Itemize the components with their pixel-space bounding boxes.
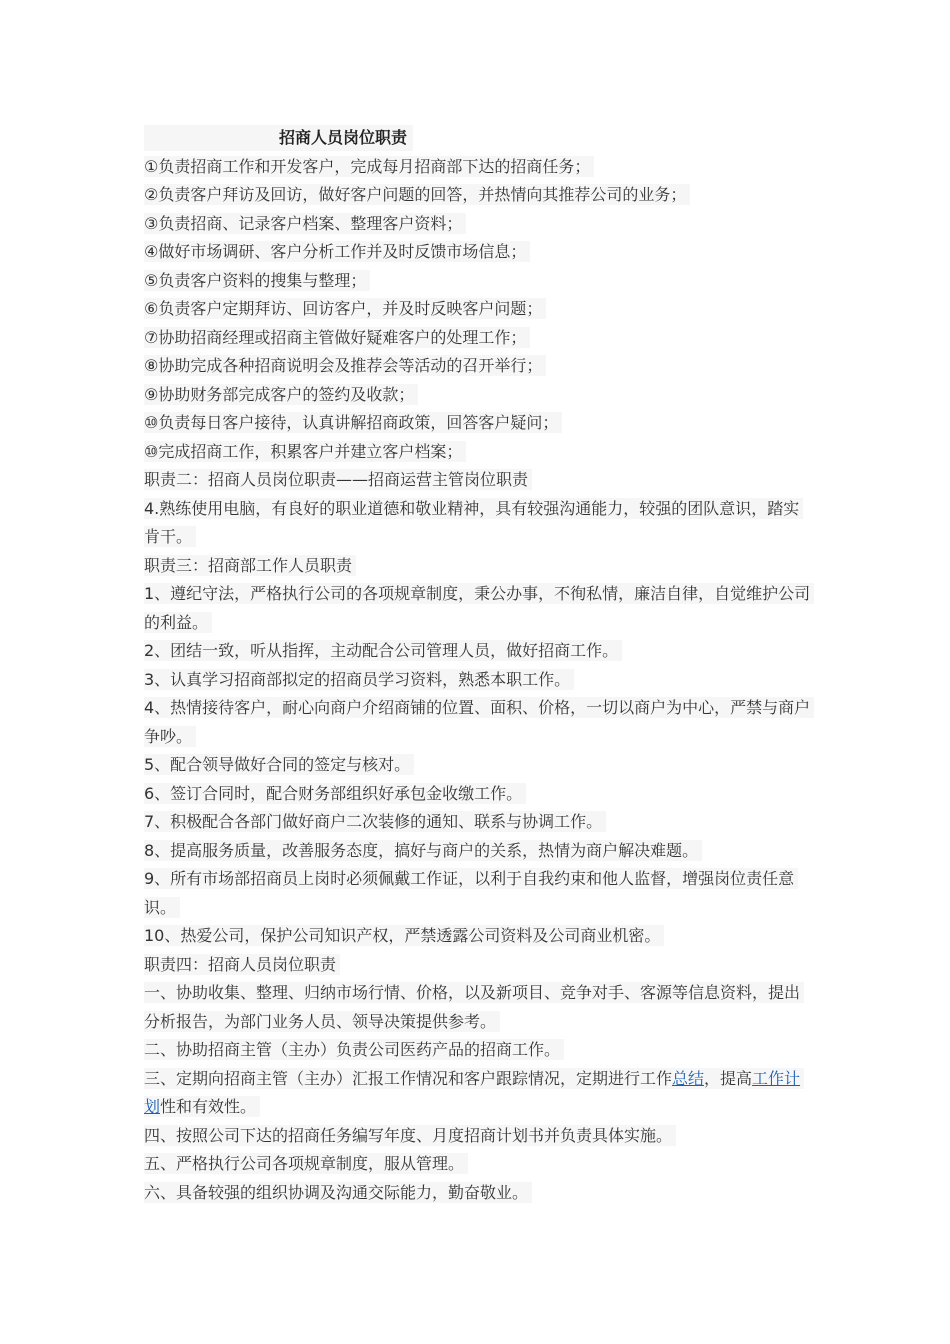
list-item [144,637,812,666]
item-text-part: ，提高 [704,1068,753,1088]
list-item-text: ⑧协助完成各种招商说明会及推荐会等活动的召开举行； [144,355,546,376]
list-item [144,837,812,866]
list-item [144,1122,812,1151]
list-item [144,495,812,552]
list-item-text: ⑤负责客户资料的搜集与整理； [144,270,370,291]
list-item-text: 9、所有市场部招商员上岗时必须佩戴工作证，以利于自我约束和他人监督，增强岗位责任意识。 [144,868,798,918]
list-item [144,324,812,353]
list-item [144,409,812,438]
list-item [144,922,812,951]
list-item-text: 4、热情接待客户，耐心向商户介绍商铺的位置、面积、价格，一切以商户为中心，严禁与商户争吵。 [144,697,814,747]
section-heading-text: 职责三：招商部工作人员职责 [144,555,356,576]
document-body [144,124,812,1207]
list-item [144,666,812,695]
section-heading-text: 职责二：招商人员岗位职责——招商运营主管岗位职责 [144,469,532,490]
summary-link[interactable]: 总结 [672,1068,705,1088]
list-item-text: ②负责客户拜访及回访，做好客户问题的回答，并热情向其推荐公司的业务； [144,184,690,205]
item-text-part: 三、定期向招商主管（主办）汇报工作情况和客户跟踪情况，定期进行工作 [144,1068,673,1088]
list-item-text: 3、认真学习招商部拟定的招商员学习资料，熟悉本职工作。 [144,669,574,690]
list-item-text: 四、按照公司下达的招商任务编写年度、月度招商计划书并负责具体实施。 [144,1125,676,1146]
list-item-text: 5、配合领导做好合同的签定与核对。 [144,754,414,775]
section-heading [144,552,812,581]
work-plan-link[interactable]: 工作计划 [144,1068,801,1116]
list-item [144,381,812,410]
list-item-text: 2、团结一致，听从指挥，主动配合公司管理人员，做好招商工作。 [144,640,622,661]
section-heading [144,466,812,495]
section-heading-text: 职责四：招商人员岗位职责 [144,954,340,975]
list-item [144,1036,812,1065]
list-item [144,979,812,1036]
list-item [144,1150,812,1179]
list-item [144,808,812,837]
list-item-text: 一、协助收集、整理、归纳市场行情、价格，以及新项目、竞争对手、客源等信息资料，提出分析报告，为部门业务人员、领导决策提供参考。 [144,982,804,1032]
list-item [144,352,812,381]
list-item-text: 4.熟练使用电脑，有良好的职业道德和敬业精神，具有较强沟通能力，较强的团队意识，踏实肯干。 [144,498,803,548]
list-item [144,210,812,239]
list-item [144,780,812,809]
list-item [144,438,812,467]
list-item-text: ④做好市场调研、客户分析工作并及时反馈市场信息； [144,241,530,262]
list-item-text: ⑥负责客户定期拜访、回访客户，并及时反映客户问题； [144,298,546,319]
list-item-text: ①负责招商工作和开发客户，完成每月招商部下达的招商任务； [144,156,594,177]
list-item-text: 10、热爱公司，保护公司知识产权，严禁透露公司资料及公司商业机密。 [144,925,664,946]
list-item [144,295,812,324]
list-item [144,865,812,922]
list-item-text: ⑦协助招商经理或招商主管做好疑难客户的处理工作； [144,327,530,348]
page-title: 招商人员岗位职责 [144,125,413,151]
list-item [144,238,812,267]
list-item-text: 五、严格执行公司各项规章制度，服从管理。 [144,1153,468,1174]
section-heading [144,951,812,980]
list-item-text: 6、签订合同时，配合财务部组织好承包金收缴工作。 [144,783,526,804]
list-item [144,267,812,296]
list-item-text: 1、遵纪守法，严格执行公司的各项规章制度，秉公办事，不徇私情，廉洁自律，自觉维护公司的利益。 [144,583,814,633]
list-item-text: ⑩负责每日客户接待，认真讲解招商政策，回答客户疑问； [144,412,562,433]
list-item-text [144,1068,804,1118]
list-item-text: ⑨协助财务部完成客户的签约及收款； [144,384,418,405]
list-item [144,751,812,780]
list-item [144,1065,812,1122]
list-item [144,694,812,751]
list-item [144,153,812,182]
item-text-part: 性和有效性。 [160,1097,257,1116]
list-item [144,181,812,210]
list-item-text: 二、协助招商主管（主办）负责公司医药产品的招商工作。 [144,1039,564,1060]
list-item [144,580,812,637]
list-item-text: 8、提高服务质量，改善服务态度，搞好与商户的关系，热情为商户解决难题。 [144,840,702,861]
list-item-text: 7、积极配合各部门做好商户二次装修的通知、联系与协调工作。 [144,811,606,832]
list-item [144,1179,812,1208]
list-item-text: 六、具备较强的组织协调及沟通交际能力，勤奋敬业。 [144,1182,532,1203]
title-row [144,124,812,153]
list-item-text: ③负责招商、记录客户档案、整理客户资料； [144,213,466,234]
list-item-text: ⑩完成招商工作，积累客户并建立客户档案； [144,441,466,462]
